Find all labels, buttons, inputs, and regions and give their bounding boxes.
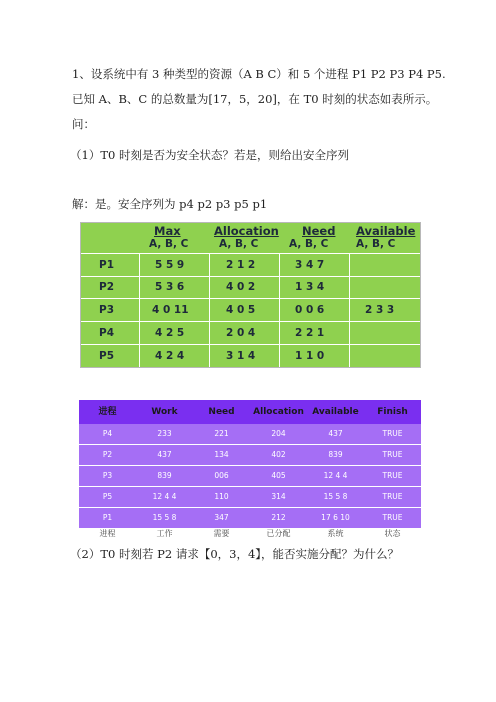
table-row (79, 487, 421, 507)
cell: 839 (157, 471, 172, 480)
caption-need: 需要 (213, 529, 230, 538)
row-p4-max: 4 2 5 (155, 327, 185, 339)
cell: 233 (157, 429, 172, 438)
row-p3-max: 4 0 11 (152, 304, 189, 316)
col-header-process: 进程 (98, 407, 117, 417)
row-p1-alloc: 2 1 2 (226, 259, 256, 271)
table-row (79, 424, 421, 444)
cell: TRUE (382, 513, 403, 522)
cell: P1 (102, 513, 113, 522)
available-value: 2 3 3 (365, 304, 395, 316)
cell: 839 (328, 450, 343, 459)
cell: 347 (214, 513, 229, 522)
cell: 12 4 4 (152, 492, 177, 501)
row-p4-alloc: 2 0 4 (226, 327, 256, 339)
row-p2-max: 5 3 6 (155, 281, 185, 293)
question-line-2: 已知 A、B、C 的总数量为[17，5，20]，在 T0 时刻的状态如表所示。 (72, 92, 438, 106)
subheader-available: A, B, C (356, 238, 396, 250)
subheader-allocation: A, B, C (219, 238, 259, 250)
cell: 204 (271, 429, 286, 438)
header-max: Max (154, 224, 181, 238)
cell: 402 (271, 450, 286, 459)
row-p1-need: 3 4 7 (295, 259, 325, 271)
question-line-3: 问： (72, 117, 95, 131)
header-need: Need (302, 224, 336, 238)
header-allocation: Allocation (214, 224, 279, 238)
sub-question-1: （1）T0 时刻是否为安全状态？若是，则给出安全序列 (70, 148, 349, 162)
row-p5-alloc: 3 1 4 (226, 350, 256, 362)
col-header-work: Work (151, 407, 178, 417)
row-p2-need: 1 3 4 (295, 281, 325, 293)
cell: TRUE (382, 450, 403, 459)
caption-system: 系统 (327, 529, 344, 538)
table-row (79, 508, 421, 528)
cell: 006 (214, 471, 229, 480)
row-p1-proc: P1 (99, 259, 115, 271)
cell: 110 (214, 492, 229, 501)
col-header-need: Need (208, 407, 235, 417)
row-p5-need: 1 1 0 (295, 350, 325, 362)
cell: 134 (214, 450, 229, 459)
question-line-1: 1、设系统中有 3 种类型的资源（A B C）和 5 个进程 P1 P2 P3 P4 P5. (72, 67, 446, 81)
row-p3-alloc: 4 0 5 (226, 304, 256, 316)
cell: P3 (102, 471, 113, 480)
caption-work: 工作 (156, 529, 173, 538)
safety-sequence-table (79, 400, 421, 524)
caption-allocated: 已分配 (266, 529, 291, 538)
cell: P4 (102, 429, 113, 438)
table-header-row (79, 400, 421, 424)
cell: 15 5 8 (152, 513, 177, 522)
cell: 12 4 4 (323, 471, 348, 480)
caption-process: 进程 (99, 529, 116, 538)
cell: TRUE (382, 492, 403, 501)
cell: TRUE (382, 429, 403, 438)
table-row (79, 445, 421, 465)
table-caption (79, 528, 421, 540)
cell: 17 6 10 (321, 513, 350, 522)
header-available: Available (356, 224, 416, 238)
row-p5-max: 4 2 4 (155, 350, 185, 362)
cell: P5 (102, 492, 113, 501)
cell: 221 (214, 429, 229, 438)
cell: P2 (102, 450, 113, 459)
row-p2-alloc: 4 0 2 (226, 281, 256, 293)
cell: 15 5 8 (323, 492, 348, 501)
cell: 437 (157, 450, 172, 459)
cell: 314 (271, 492, 286, 501)
cell: 212 (271, 513, 286, 522)
cell: 405 (271, 471, 286, 480)
col-header-finish: Finish (377, 407, 408, 417)
subheader-max: A, B, C (149, 238, 189, 250)
row-p3-need: 0 0 6 (295, 304, 325, 316)
row-p4-need: 2 2 1 (295, 327, 325, 339)
cell: 437 (328, 429, 343, 438)
row-p2-proc: P2 (99, 281, 115, 293)
col-header-available: Available (312, 407, 359, 417)
subheader-need: A, B, C (289, 238, 329, 250)
table-row (79, 466, 421, 486)
resource-state-table (80, 222, 421, 368)
col-header-allocation: Allocation (253, 407, 304, 417)
cell: TRUE (382, 471, 403, 480)
row-p5-proc: P5 (99, 350, 115, 362)
answer-text: 解：是。安全序列为 p4 p2 p3 p5 p1 (72, 197, 268, 211)
sub-question-2: （2）T0 时刻若 P2 请求【0，3，4】，能否实施分配？为什么？ (70, 547, 400, 561)
row-p4-proc: P4 (99, 327, 115, 339)
caption-status: 状态 (384, 529, 401, 538)
row-p3-proc: P3 (99, 304, 115, 316)
row-p1-max: 5 5 9 (155, 259, 185, 271)
